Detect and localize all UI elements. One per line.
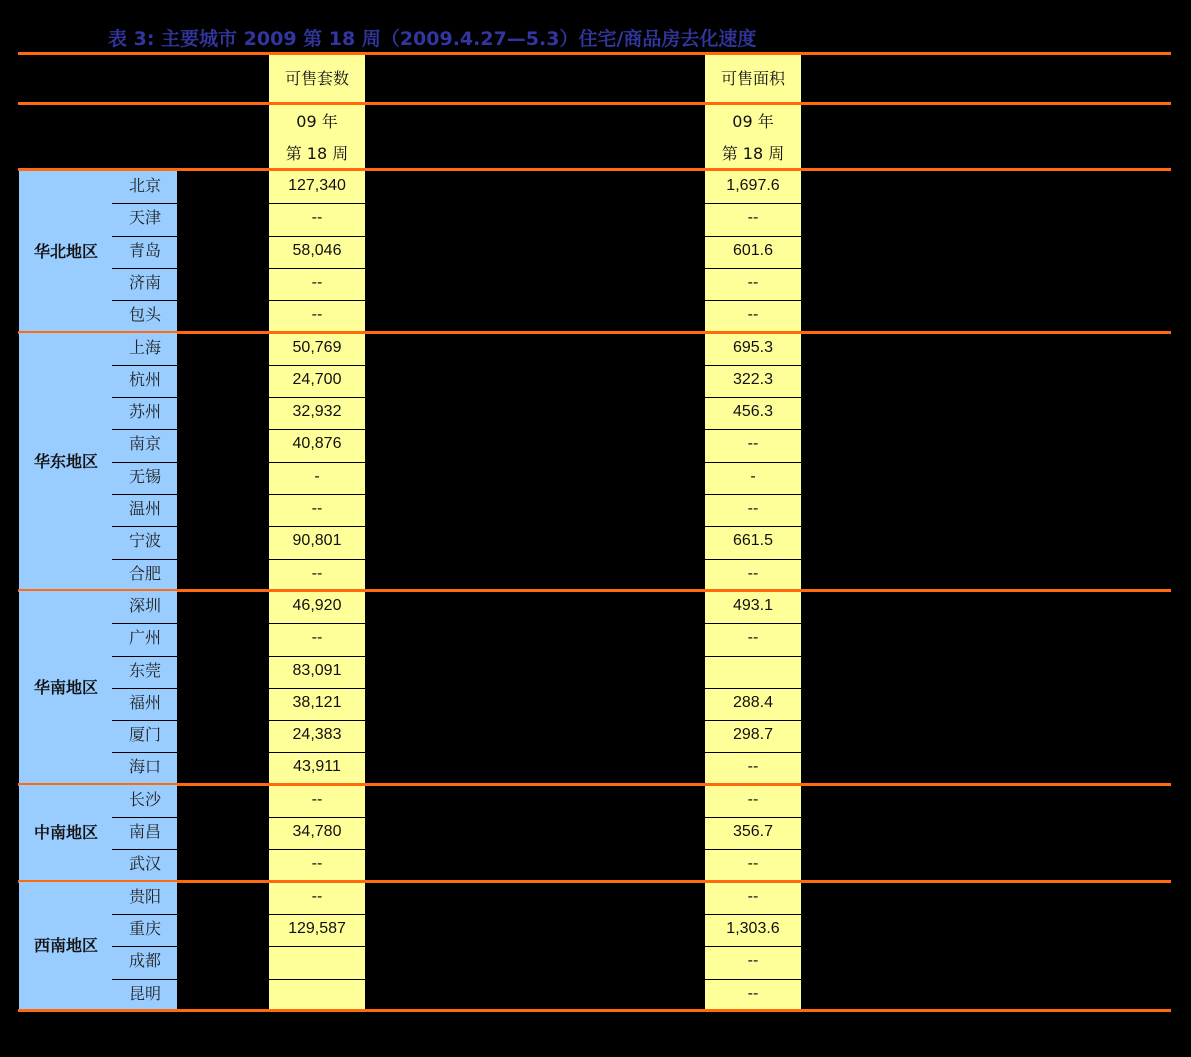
city-name: 贵阳 [128,886,161,906]
area-value: 1,697.6 [726,177,780,194]
units-value: -- [311,273,323,291]
units-value [269,945,365,977]
city-name: 南京 [128,434,161,454]
city-name: 济南 [128,272,161,292]
area-value: 322.3 [732,370,774,388]
units-value: 90,801 [292,532,342,550]
header-rule-1 [18,102,1171,105]
area-value: 695.3 [732,338,774,356]
units-value: 58,046 [292,241,342,259]
area-value: 356.7 [732,823,774,840]
region-label: 华东地区 [33,451,98,471]
units-value: 50,769 [292,338,342,356]
area-value: -- [747,855,759,873]
city-name: 昆明 [128,983,161,1003]
units-value: -- [311,790,323,808]
header-units-period-week: 第 18 周 [285,144,349,163]
header-area-label: 可售面积 [720,69,785,88]
city-name: 福州 [128,692,161,712]
area-value: -- [747,209,759,227]
area-value: 456.3 [732,403,774,421]
units-value: -- [311,855,323,873]
table-title: 表 3: 主要城市 2009 第 18 周（2009.4.27—5.3）住宅/商品房去化速度 [108,28,757,50]
region-rule [18,331,1171,334]
city-name: 北京 [128,176,161,195]
area-value: - [750,467,756,485]
city-name: 深圳 [128,595,161,615]
region-label: 中南地区 [33,823,98,843]
city-name: 温州 [128,499,161,518]
area-value: -- [747,273,759,291]
city-name: 苏州 [128,402,161,422]
city-name: 宁波 [128,531,161,551]
units-value: -- [311,306,323,324]
header-units-period-year: 09 年 [296,112,338,131]
area-value: 1,303.6 [726,919,780,937]
top-rule [18,52,1171,55]
units-value: - [314,467,320,485]
units-value: 46,920 [292,596,342,614]
region-rule [18,783,1171,786]
area-value: 493.1 [732,596,774,614]
area-value: -- [747,790,759,808]
header-rule-2 [18,168,1171,171]
header-units-label: 可售套数 [284,69,349,88]
area-value: -- [747,984,759,1002]
city-name: 海口 [128,757,161,777]
city-name: 包头 [128,305,161,325]
units-value: -- [311,500,323,517]
region-rule [18,880,1171,883]
units-value: 129,587 [288,919,346,937]
region-label: 西南地区 [33,936,98,956]
city-name: 成都 [128,951,161,971]
area-value: 288.4 [732,693,774,711]
units-value: -- [311,887,323,905]
units-value: 38,121 [292,693,342,711]
city-name: 南昌 [128,822,161,841]
city-name: 青岛 [128,240,161,260]
region-rule [18,589,1171,592]
region-label: 华南地区 [33,677,98,697]
area-value: -- [747,500,759,517]
units-value: 24,700 [292,370,342,388]
area-value: -- [747,306,759,324]
units-value: 83,091 [292,661,342,679]
city-name: 合肥 [128,563,161,583]
units-value: 127,340 [288,177,346,194]
area-value: 298.7 [732,726,774,744]
region-label: 华北地区 [33,241,98,261]
units-value: 24,383 [292,726,342,744]
area-value: -- [747,564,759,582]
units-value: -- [311,209,323,227]
city-name: 天津 [128,208,161,228]
units-value: 43,911 [293,758,341,776]
city-name: 长沙 [128,789,161,809]
units-value: 40,876 [292,435,342,453]
area-value: 601.6 [732,241,774,259]
area-value: -- [747,952,759,970]
header-area-period-week: 第 18 周 [721,144,785,163]
city-name: 武汉 [128,854,161,874]
area-value: -- [747,435,759,453]
units-value [269,978,365,1010]
header-area-period-year: 09 年 [732,112,774,131]
area-value: -- [747,887,759,905]
city-name: 厦门 [128,725,161,745]
units-value: -- [311,629,323,647]
city-name: 上海 [128,337,161,357]
units-value: 32,932 [292,403,342,421]
city-name: 杭州 [128,369,161,389]
area-value: -- [747,629,759,647]
units-value: -- [311,564,323,582]
city-name: 东莞 [128,660,161,680]
area-value [705,655,801,687]
city-name: 广州 [128,628,161,648]
area-value: -- [747,758,759,776]
city-name: 重庆 [128,918,161,938]
units-value: 34,780 [292,823,342,840]
city-name: 无锡 [128,466,161,486]
area-value: 661.5 [732,532,774,550]
region-rule [18,1009,1171,1012]
